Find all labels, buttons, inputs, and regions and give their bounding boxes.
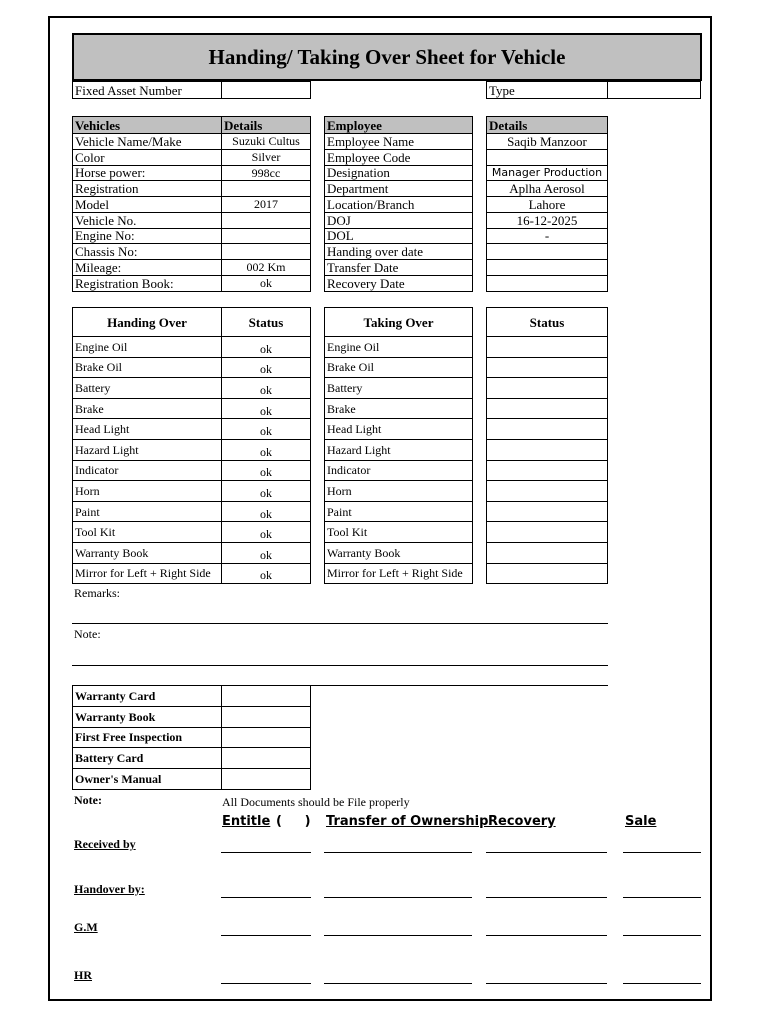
taking-item: Head Light	[324, 418, 473, 440]
transfer-sign-line[interactable]	[324, 852, 472, 853]
signature-label: HR	[74, 968, 92, 982]
taking-status[interactable]	[486, 460, 608, 482]
handing-status[interactable]: ok	[221, 439, 311, 461]
handing-item: Indicator	[72, 460, 222, 482]
taking-status[interactable]	[486, 377, 608, 399]
employee-row-label: Transfer Date	[324, 259, 473, 276]
taking-item: Paint	[324, 501, 473, 523]
taking-status[interactable]	[486, 439, 608, 461]
recovery-sign-line[interactable]	[486, 935, 607, 936]
handing-item: Paint	[72, 501, 222, 523]
vehicle-row-label: Color	[72, 149, 222, 166]
transfer-heading: Transfer of Ownership	[326, 814, 489, 829]
handing-status[interactable]: ok	[221, 480, 311, 502]
vehicle-details-header: Details	[221, 116, 311, 134]
vehicle-row-label: Vehicle No.	[72, 212, 222, 229]
sale-heading: Sale	[625, 814, 657, 829]
taking-item: Tool Kit	[324, 521, 473, 543]
taking-item: Mirror for Left + Right Side	[324, 563, 473, 585]
employee-row-label: Employee Name	[324, 133, 473, 150]
fixed-asset-label: Fixed Asset Number	[72, 81, 222, 99]
employee-row-value[interactable]	[486, 259, 608, 276]
recovery-sign-line[interactable]	[486, 852, 607, 853]
employee-row-label: DOL	[324, 228, 473, 245]
sale-sign-line[interactable]	[623, 897, 701, 898]
employee-row-label: Recovery Date	[324, 275, 473, 292]
page-title: Handing/ Taking Over Sheet for Vehicle	[72, 33, 702, 81]
handing-status[interactable]: ok	[221, 563, 311, 585]
employee-row-value[interactable]	[486, 243, 608, 260]
vehicle-row-value[interactable]	[221, 243, 311, 260]
recovery-heading: Recovery	[488, 814, 556, 829]
document-value[interactable]	[221, 768, 311, 790]
entitle-paren: ( )	[276, 814, 311, 829]
note-label: Note:	[74, 627, 101, 641]
employee-details-header: Details	[486, 116, 608, 134]
handing-status[interactable]: ok	[221, 418, 311, 440]
handing-status[interactable]: ok	[221, 521, 311, 543]
vehicle-row-label: Mileage:	[72, 259, 222, 276]
employee-row-label: Location/Branch	[324, 196, 473, 213]
vehicle-row-value[interactable]: Suzuki Cultus	[221, 133, 311, 150]
taking-status[interactable]	[486, 521, 608, 543]
document-value[interactable]	[221, 685, 311, 707]
taking-status[interactable]	[486, 398, 608, 420]
handing-status[interactable]: ok	[221, 336, 311, 358]
document-label: Battery Card	[72, 747, 222, 769]
transfer-sign-line[interactable]	[324, 935, 472, 936]
entitle-sign-line[interactable]	[221, 983, 311, 984]
handing-status[interactable]: ok	[221, 501, 311, 523]
vehicles-header: Vehicles	[72, 116, 222, 134]
taking-item: Hazard Light	[324, 439, 473, 461]
document-value[interactable]	[221, 747, 311, 769]
remarks-label: Remarks:	[74, 586, 120, 600]
employee-row-value[interactable]: Aplha Aerosol	[486, 180, 608, 197]
remarks-line[interactable]	[72, 623, 608, 624]
employee-row-label: Designation	[324, 165, 473, 182]
taking-status[interactable]	[486, 542, 608, 564]
vehicle-row-value[interactable]	[221, 228, 311, 245]
vehicle-row-value[interactable]: Silver	[221, 149, 311, 166]
taking-status[interactable]	[486, 418, 608, 440]
signature-label: Received by	[74, 837, 136, 851]
doc-note-label: Note:	[74, 793, 102, 807]
handing-over-header: Handing Over	[72, 307, 222, 337]
document-label: First Free Inspection	[72, 727, 222, 749]
taking-item: Battery	[324, 377, 473, 399]
taking-over-header: Taking Over	[324, 307, 473, 337]
entitle-sign-line[interactable]	[221, 852, 311, 853]
taking-item: Brake	[324, 398, 473, 420]
vehicle-row-value[interactable]: 998cc	[221, 165, 311, 182]
document-label: Warranty Book	[72, 706, 222, 728]
vehicle-row-value[interactable]: 002 Km	[221, 259, 311, 276]
employee-header: Employee	[324, 116, 473, 134]
handing-item: Engine Oil	[72, 336, 222, 358]
taking-status[interactable]	[486, 357, 608, 379]
vehicle-row-label: Horse power:	[72, 165, 222, 182]
employee-row-label: Department	[324, 180, 473, 197]
sale-sign-line[interactable]	[623, 983, 701, 984]
handing-item: Warranty Book	[72, 542, 222, 564]
vehicle-row-value[interactable]: 2017	[221, 196, 311, 213]
employee-row-label: Handing over date	[324, 243, 473, 260]
transfer-sign-line[interactable]	[324, 897, 472, 898]
taking-status[interactable]	[486, 336, 608, 358]
handing-status[interactable]: ok	[221, 398, 311, 420]
handing-item: Battery	[72, 377, 222, 399]
handing-status-header: Status	[221, 307, 311, 337]
employee-row-value[interactable]: Lahore	[486, 196, 608, 213]
taking-item: Engine Oil	[324, 336, 473, 358]
entitle-sign-line[interactable]	[221, 897, 311, 898]
handing-item: Hazard Light	[72, 439, 222, 461]
taking-item: Horn	[324, 480, 473, 502]
vehicle-row-value[interactable]	[221, 212, 311, 229]
recovery-sign-line[interactable]	[486, 983, 607, 984]
employee-row-label: Employee Code	[324, 149, 473, 166]
handing-status[interactable]: ok	[221, 377, 311, 399]
handing-item: Mirror for Left + Right Side	[72, 563, 222, 585]
taking-status[interactable]	[486, 480, 608, 502]
vehicle-row-label: Vehicle Name/Make	[72, 133, 222, 150]
document-value[interactable]	[221, 706, 311, 728]
type-label: Type	[486, 81, 608, 99]
handing-item: Tool Kit	[72, 521, 222, 543]
type-value[interactable]	[607, 81, 701, 99]
employee-row-value[interactable]	[486, 275, 608, 292]
handing-item: Horn	[72, 480, 222, 502]
vehicle-row-value[interactable]: ok	[221, 275, 311, 292]
handing-status[interactable]: ok	[221, 357, 311, 379]
document-value[interactable]	[221, 727, 311, 749]
vehicle-row-label: Model	[72, 196, 222, 213]
taking-status-header: Status	[486, 307, 608, 337]
vehicle-row-label: Registration	[72, 180, 222, 197]
sale-sign-line[interactable]	[623, 852, 701, 853]
signature-label: Handover by:	[74, 882, 145, 896]
vehicle-row-label: Engine No:	[72, 228, 222, 245]
employee-row-value[interactable]	[486, 149, 608, 166]
doc-note-text: All Documents should be File properly	[222, 795, 410, 809]
taking-item: Brake Oil	[324, 357, 473, 379]
handing-item: Brake Oil	[72, 357, 222, 379]
signature-label: G.M	[74, 920, 98, 934]
taking-status[interactable]	[486, 563, 608, 585]
document-label: Warranty Card	[72, 685, 222, 707]
taking-item: Warranty Book	[324, 542, 473, 564]
document-label: Owner's Manual	[72, 768, 222, 790]
taking-item: Indicator	[324, 460, 473, 482]
taking-status[interactable]	[486, 501, 608, 523]
employee-row-value[interactable]: -	[486, 228, 608, 245]
sale-sign-line[interactable]	[623, 935, 701, 936]
entitle-heading: Entitle	[222, 814, 271, 829]
note-line-1[interactable]	[72, 665, 608, 666]
transfer-sign-line[interactable]	[324, 983, 472, 984]
handing-status[interactable]: ok	[221, 542, 311, 564]
handing-item: Brake	[72, 398, 222, 420]
vehicle-row-label: Chassis No:	[72, 243, 222, 260]
employee-row-value[interactable]: Saqib Manzoor	[486, 133, 608, 150]
employee-row-value[interactable]: 16-12-2025	[486, 212, 608, 229]
vehicle-row-value[interactable]	[221, 180, 311, 197]
fixed-asset-value[interactable]	[221, 81, 311, 99]
employee-row-value[interactable]: Manager Production	[486, 165, 608, 182]
vehicle-row-label: Registration Book:	[72, 275, 222, 292]
handing-status[interactable]: ok	[221, 460, 311, 482]
recovery-sign-line[interactable]	[486, 897, 607, 898]
employee-row-label: DOJ	[324, 212, 473, 229]
entitle-sign-line[interactable]	[221, 935, 311, 936]
handing-item: Head Light	[72, 418, 222, 440]
